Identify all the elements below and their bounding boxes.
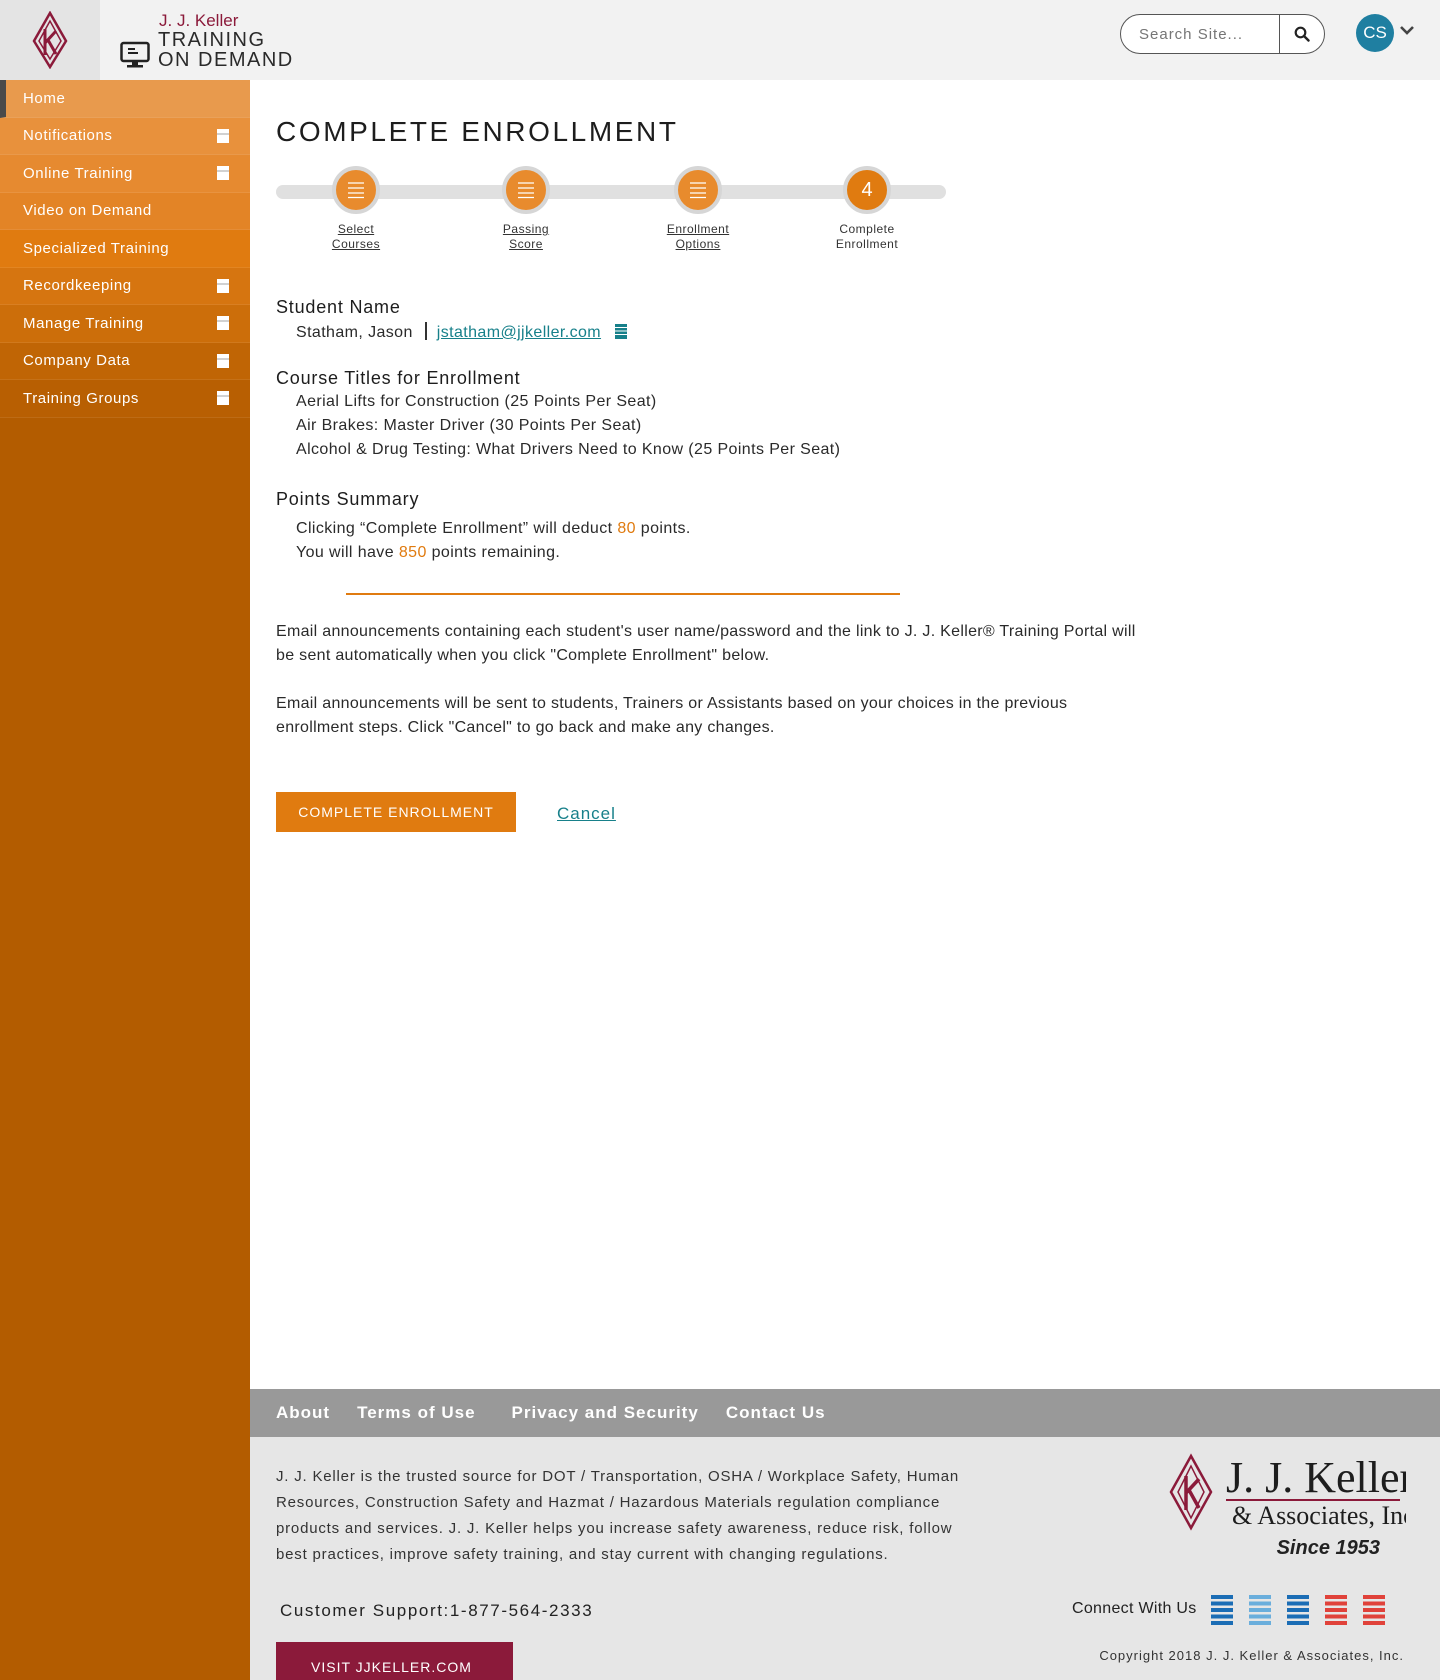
sidebar-item-label: Training Groups — [23, 389, 139, 407]
brand-title[interactable] — [120, 12, 294, 70]
linkedin-icon[interactable] — [1287, 1595, 1309, 1625]
course-titles-heading: Course Titles for Enrollment — [276, 368, 521, 388]
facebook-icon[interactable] — [1211, 1595, 1233, 1625]
list-icon — [346, 181, 366, 199]
sidebar-item-specialized-training[interactable] — [0, 230, 250, 268]
copyright: Copyright 2018 J. J. Keller & Associates, Inc. — [1099, 1648, 1404, 1663]
step-label[interactable]: Select Courses — [331, 222, 381, 251]
sidebar-item-label: Home — [23, 89, 66, 107]
footer-link-contact[interactable]: Contact Us — [725, 1403, 826, 1422]
expand-icon[interactable] — [217, 166, 229, 180]
top-header — [0, 0, 1440, 80]
sidebar-item-training-groups[interactable] — [0, 380, 250, 418]
since-1953: Since 1953 — [1276, 1537, 1380, 1559]
monitor-icon — [120, 40, 150, 68]
sidebar-item-manage-training[interactable] — [0, 305, 250, 343]
sidebar-item-home[interactable] — [0, 80, 250, 118]
sidebar-item-label: Company Data — [23, 352, 131, 370]
footer-description: J. J. Keller is the trusted source for DOT / Transportation, OSHA / Workplace Safety, Human Resources, Construction Safety and Hazmat / Hazardous Materials regulation compliance products and services. J. J. Keller helps you increase safety awareness, reduce risk, follow best practices, improve safety training, and stay current with changing regulations. — [276, 1468, 960, 1563]
points-deduct-value: 80 — [617, 520, 636, 537]
email-info-paragraph: Email announcements containing each student's user name/password and the link to J. J. Keller® Training Portal will be sent automatically when you click "Complete Enrollment" below. — [276, 623, 1136, 664]
connect-label: Connect With Us — [1072, 1600, 1197, 1617]
search-button[interactable] — [1279, 15, 1324, 53]
customer-support: Customer Support:1-877-564-2333 — [280, 1601, 594, 1620]
list-icon — [516, 181, 536, 199]
support-phone: 1-877-564-2333 — [449, 1601, 594, 1620]
jjk-logo[interactable] — [0, 0, 100, 80]
points-remaining-line: You will have 850 points remaining. — [296, 544, 561, 561]
sidebar-item-label: Video on Demand — [23, 202, 152, 220]
sidebar-item-notifications[interactable] — [0, 118, 250, 156]
search-input[interactable] — [1121, 15, 1279, 53]
sidebar-item-label: Online Training — [23, 164, 133, 182]
student-email-link[interactable]: jstatham@jjkeller.com — [436, 324, 602, 341]
jjk-associates-logo[interactable] — [1166, 1452, 1406, 1572]
step-label[interactable]: Passing Score — [502, 222, 550, 251]
logo-line-1: J. J. Keller — [1226, 1453, 1406, 1502]
footer-link-terms[interactable]: Terms of Use — [357, 1403, 476, 1422]
step-label[interactable]: Enrollment Options — [666, 222, 730, 251]
edit-icon[interactable] — [614, 323, 628, 340]
step-circle — [674, 166, 722, 214]
brand-line-1: TRAINING — [158, 29, 266, 51]
twitter-icon[interactable] — [1249, 1595, 1271, 1625]
student-name: Statham, Jason — [296, 324, 413, 341]
list-icon — [688, 181, 708, 199]
email-recipients-paragraph: Email announcements will be sent to students, Trainers or Assistants based on your choices in the previous enrollment steps. Click "Cancel" to go back and make any changes. — [276, 695, 1068, 736]
sidebar-item-label: Notifications — [23, 127, 113, 145]
expand-icon[interactable] — [217, 129, 229, 143]
search-box — [1120, 14, 1325, 54]
points-deduct-line: Clicking “Complete Enrollment” will deduct 80 points. — [296, 520, 691, 537]
sidebar-item-company-data[interactable] — [0, 343, 250, 381]
sidebar-nav — [0, 80, 250, 1680]
course-item: Aerial Lifts for Construction (25 Points Per Seat) — [296, 393, 657, 410]
expand-icon[interactable] — [217, 391, 229, 405]
expand-icon[interactable] — [217, 354, 229, 368]
jjk-k-logo-icon — [28, 11, 72, 69]
footer-link-privacy[interactable]: Privacy and Security — [511, 1403, 699, 1422]
chevron-down-icon[interactable] — [1399, 24, 1415, 38]
step-circle — [332, 166, 380, 214]
footer — [250, 1437, 1440, 1680]
logo-line-2: & Associates, Inc. — [1232, 1501, 1406, 1530]
sidebar-item-label: Specialized Training — [23, 239, 170, 257]
cancel-link[interactable]: Cancel — [557, 804, 616, 823]
sidebar-item-video-on-demand[interactable] — [0, 193, 250, 231]
points-remaining-value: 850 — [398, 544, 427, 561]
course-item: Alcohol & Drug Testing: What Drivers Need to Know (25 Points Per Seat) — [296, 441, 841, 458]
expand-icon[interactable] — [217, 279, 229, 293]
sidebar-item-recordkeeping[interactable] — [0, 268, 250, 306]
jjk-associates-logo-icon — [1166, 1452, 1406, 1537]
step-label: Complete Enrollment — [835, 222, 899, 251]
visit-jjkeller-button[interactable]: VISIT JJKELLER.COM — [276, 1642, 513, 1680]
brand-line-2: ON DEMAND — [158, 49, 294, 71]
step-enrollment-options[interactable] — [653, 166, 743, 252]
student-name-heading: Student Name — [276, 297, 401, 317]
divider — [346, 593, 900, 595]
student-row — [296, 322, 628, 342]
step-circle-current: 4 — [843, 166, 891, 214]
step-complete-enrollment — [822, 166, 912, 252]
user-avatar[interactable]: CS — [1356, 14, 1394, 52]
google-plus-icon[interactable] — [1363, 1595, 1385, 1625]
footer-link-about[interactable]: About — [276, 1403, 331, 1422]
enrollment-stepper — [276, 166, 946, 266]
step-passing-score[interactable] — [481, 166, 571, 252]
sidebar-item-label: Recordkeeping — [23, 277, 132, 295]
youtube-icon[interactable] — [1325, 1595, 1347, 1625]
sidebar-item-label: Manage Training — [23, 314, 144, 332]
separator — [425, 322, 427, 340]
page-title: COMPLETE ENROLLMENT — [276, 116, 679, 147]
course-item: Air Brakes: Master Driver (30 Points Per Seat) — [296, 417, 642, 434]
step-circle — [502, 166, 550, 214]
complete-enrollment-button[interactable]: COMPLETE ENROLLMENT — [276, 792, 516, 832]
expand-icon[interactable] — [217, 316, 229, 330]
search-icon — [1294, 26, 1310, 42]
sidebar-item-online-training[interactable] — [0, 155, 250, 193]
points-summary-heading: Points Summary — [276, 489, 420, 509]
footer-nav — [250, 1389, 1440, 1437]
brand-top: J. J. Keller — [159, 11, 239, 30]
step-select-courses[interactable] — [311, 166, 401, 252]
